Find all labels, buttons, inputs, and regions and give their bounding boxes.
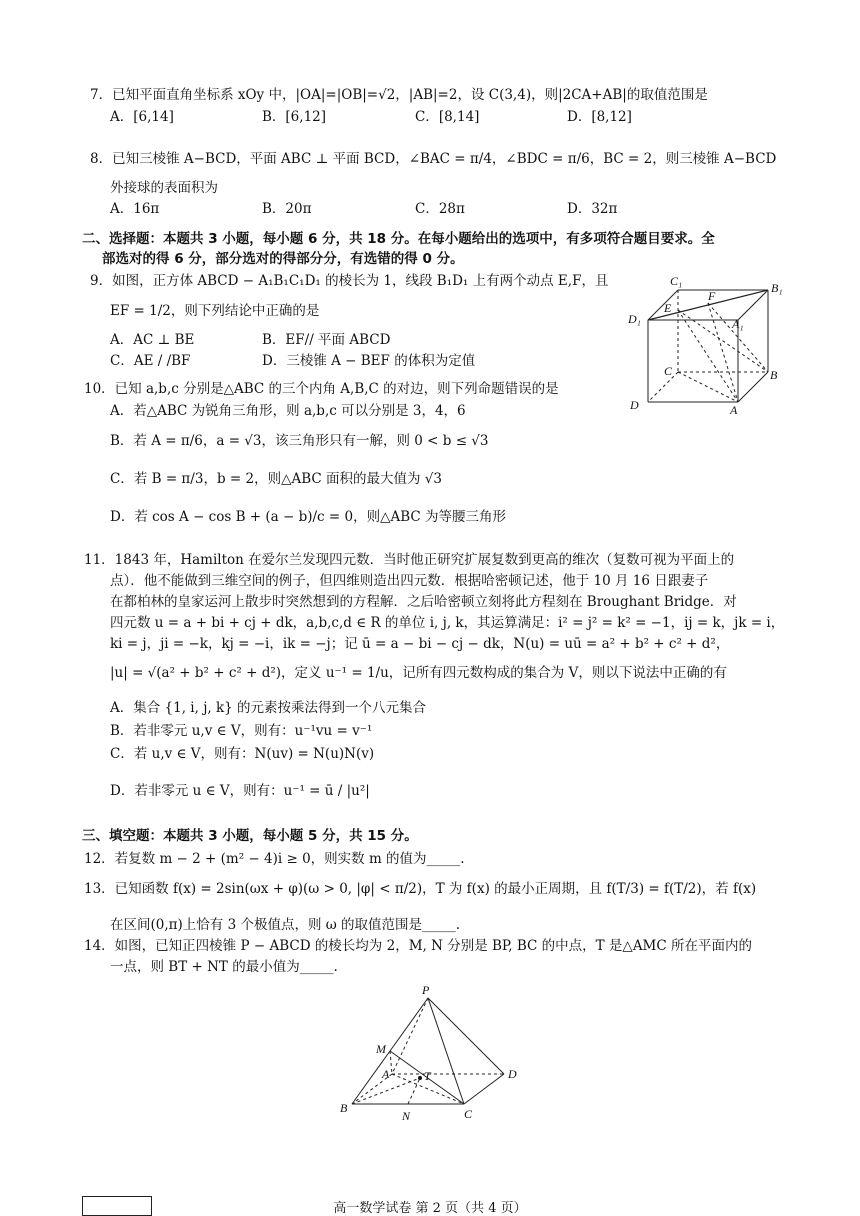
q11-option-c: C．若 u,v ∈ V，则有：N(uv) = N(u)N(v)	[110, 746, 375, 762]
section3-header: 三、填空题：本题共 3 小题，每小题 5 分，共 15 分。	[82, 828, 418, 844]
q11-line5: ki = j，ji = −k，kj = −i，ik = −j；记 ū = a − bi − cj − dk，N(u) = uū = a² + b² + c² + d²，	[110, 636, 730, 652]
cube-label-b1: B₁	[771, 281, 783, 295]
q11-line1: 11．1843 年，Hamilton 在爱尔兰发现四元数．当时他正研究扩展复数到更高的维次（复数可视为平面上的	[84, 552, 735, 568]
q9-stem-line2: EF = 1/2，则下列结论中正确的是	[110, 303, 320, 319]
q12-stem: 12．若复数 m − 2 + (m² − 4)i ≥ 0，则实数 m 的值为_____.	[84, 851, 465, 867]
q11-line4: 四元数 u = a + bi + cj + dk，a,b,c,d ∈ R 的单位 i, j, k，其运算满足：i² = j² = k² = −1，ij = k，jk = i，	[110, 615, 785, 631]
q7-option-a: A．[6,14]	[110, 109, 174, 125]
pyr-label-a: A	[382, 1067, 390, 1081]
cube-label-f: F	[708, 289, 716, 303]
cube-label-d: D	[630, 398, 639, 412]
pyr-label-b: B	[340, 1101, 348, 1115]
q14-stem-line1: 14．如图，已知正四棱锥 P − ABCD 的棱长均为 2，M, N 分别是 BP, BC 的中点，T 是△AMC 所在平面内的	[84, 938, 753, 954]
cube-label-a1: A₁	[732, 317, 744, 331]
cube-label-b: B	[770, 368, 778, 382]
q11-line2: 点）．他不能做到三维空间的例子，但四维则造出四元数．根据哈密顿记述，他于 10 月 16 日跟妻子	[110, 573, 709, 589]
q8-option-c: C．28π	[415, 201, 465, 217]
cube-label-c: C	[664, 364, 673, 378]
q11-line6: |u| = √(a² + b² + c² + d²)，定义 u⁻¹ = 1/u，记所有四元数构成的集合为 V，则以下说法中正确的有	[110, 665, 727, 681]
cube-figure	[628, 272, 788, 422]
q11-line3: 在都柏林的皇家运河上散步时突然想到的方程解．之后哈密顿立刻将此方程刻在 Broughant Bridge．对	[110, 594, 737, 610]
pyr-label-t: T	[424, 1069, 431, 1083]
q9-option-b: B．EF// 平面 ABCD	[262, 332, 391, 348]
q8-option-b: B．20π	[262, 201, 312, 217]
pyr-label-n: N	[402, 1109, 411, 1123]
q8-option-a: A．16π	[110, 201, 160, 217]
q13-stem-line2: 在区间(0,π)上恰有 3 个极值点，则 ω 的取值范围是_____.	[110, 917, 461, 933]
cube-label-a: A	[730, 403, 738, 417]
q11-option-d: D．若非零元 u ∈ V，则有：u⁻¹ = ū / |u²|	[110, 783, 370, 799]
q10-option-a: A．若△ABC 为锐角三角形，则 a,b,c 可以分别是 3，4，6	[110, 403, 466, 419]
q8-option-d: D．32π	[567, 201, 618, 217]
q9-stem-line1: 9．如图，正方体 ABCD − A₁B₁C₁D₁ 的棱长为 1，线段 B₁D₁ 上有两个动点 E,F，且	[90, 273, 609, 289]
q10-option-c: C．若 B = π/3，b = 2，则△ABC 面积的最大值为 √3	[110, 471, 442, 487]
pyr-label-c: C	[464, 1107, 473, 1121]
cube-label-e: E	[664, 301, 672, 315]
q8-stem-line2: 外接球的表面积为	[110, 180, 218, 196]
cube-label-d1: D₁	[628, 312, 641, 326]
section2-header-line1: 二、选择题：本题共 3 小题，每小题 6 分，共 18 分。在每小题给出的选项中，有多项符合题目要求。全	[82, 231, 715, 247]
q9-option-d: D．三棱锥 A − BEF 的体积为定值	[262, 353, 476, 369]
q10-option-b: B．若 A = π/6，a = √3，该三角形只有一解，则 0 < b ≤ √3	[110, 433, 489, 449]
pyramid-figure	[336, 984, 536, 1124]
q11-option-a: A．集合 {1, i, j, k} 的元素按乘法得到一个八元集合	[110, 700, 427, 716]
pyr-label-p: P	[422, 984, 430, 997]
q10-stem: 10．已知 a,b,c 分别是△ABC 的三个内角 A,B,C 的对边，则下列命题错误的是	[84, 381, 559, 397]
q10-option-d: D．若 cos A − cos B + (a − b)/c = 0，则△ABC 为等腰三角形	[110, 509, 507, 525]
q9-option-c: C．AE / /BF	[110, 353, 191, 369]
q14-stem-line2: 一点，则 BT + NT 的最小值为_____.	[110, 959, 338, 975]
q7-stem: 7．已知平面直角坐标系 xOy 中，|OA|=|OB|=√2，|AB|=2，设 C(3,4)，则|2CA+AB|的取值范围是	[90, 87, 708, 103]
page-footer: 高一数学试卷 第 2 页（共 4 页）	[333, 1201, 527, 1216]
q13-stem-line1: 13．已知函数 f(x) = 2sin(ωx + φ)(ω > 0, |φ| < π/2)，T 为 f(x) 的最小正周期，且 f(T/3) = f(T/2)，若 f(x)	[84, 881, 757, 897]
section2-header-line2: 部选对的得 6 分，部分选对的得部分分，有选错的得 0 分。	[102, 251, 464, 267]
cube-label-c1: C₁	[670, 274, 683, 288]
q9-option-a: A．AC ⊥ BE	[110, 332, 195, 348]
q7-option-b: B．[6,12]	[262, 109, 327, 125]
q8-stem-line1: 8．已知三棱锥 A−BCD，平面 ABC ⊥ 平面 BCD，∠BAC = π/4，∠BDC = π/6，BC = 2，则三棱锥 A−BCD	[90, 151, 777, 167]
q11-option-b: B．若非零元 u,v ∈ V，则有：u⁻¹vu = v⁻¹	[110, 723, 373, 739]
pyr-label-m: M	[376, 1042, 386, 1056]
q7-option-c: C．[8,14]	[415, 109, 480, 125]
pyr-label-d: D	[508, 1067, 517, 1081]
q7-option-d: D．[8,12]	[567, 109, 632, 125]
